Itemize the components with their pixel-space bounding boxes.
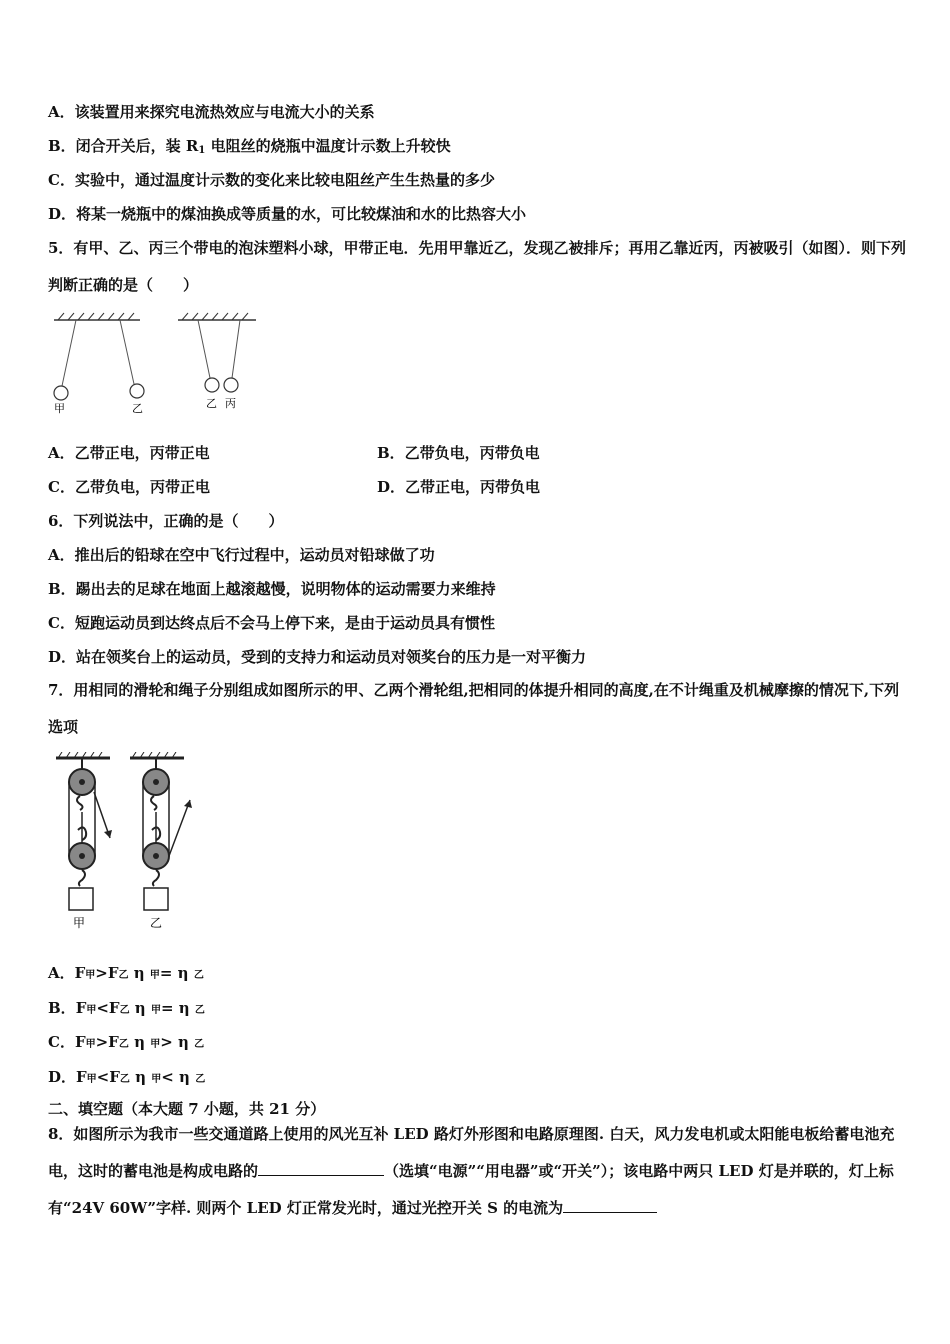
- q5-option-c: C．乙带负电，丙带正电: [48, 478, 210, 496]
- q4-option-a: A．该装置用来探究电流热效应与电流大小的关系: [48, 103, 375, 121]
- section-2-heading: 二、填空题（本大题 7 小题，共 21 分）: [48, 1100, 326, 1118]
- q5-label-left-a: 甲: [54, 402, 65, 415]
- q5-option-b: B．乙带负电，丙带负电: [377, 444, 540, 462]
- q6-option-a: A．推出后的铅球在空中飞行过程中，运动员对铅球做了功: [48, 546, 435, 564]
- q4-option-c: C．实验中，通过温度计示数的变化来比较电阻丝产生生热量的多少: [48, 171, 495, 189]
- q7-option-c: C．F甲>F乙 η 甲> η 乙: [48, 1033, 205, 1051]
- q5-stem: 5．有甲、乙、丙三个带电的泡沫塑料小球，甲带正电．先用甲靠近乙，发现乙被排斥；再用乙靠近丙，丙被吸引（如图）．则下列判断正确的是（ ）: [48, 239, 906, 294]
- q7-option-b: B．F甲<F乙 η 甲= η 乙: [48, 999, 205, 1017]
- q7-option-a: A．F甲>F乙 η 甲= η 乙: [48, 964, 204, 982]
- q6-option-b: B．踢出去的足球在地面上越滚越慢，说明物体的运动需要力来维持: [48, 580, 496, 598]
- q4-option-d: D．将某一烧瓶中的煤油换成等质量的水，可比较煤油和水的比热容大小: [48, 205, 527, 223]
- q7-label-left: 甲: [73, 916, 86, 930]
- q5-label-right-a: 乙: [206, 397, 217, 410]
- q8-blank-2[interactable]: [563, 1197, 657, 1213]
- q7-label-right: 乙: [150, 916, 163, 930]
- q5-option-a: A．乙带正电，丙带正电: [48, 444, 210, 462]
- q4-option-b: B．闭合开关后，装 $R_1$ 电阻丝的烧瓶中温度计示数上升较快: [48, 137, 451, 156]
- q5-label-left-b: 乙: [132, 402, 143, 415]
- q6-option-d: D．站在领奖台上的运动员，受到的支持力和运动员对领奖台的压力是一对平衡力: [48, 648, 587, 666]
- q8-text: 8．如图所示为我市一些交通道路上使用的风光互补 LED 路灯外形图和电路原理图. 白天，风力发电机或太阳能电板给蓄电池充电，这时的蓄电池是构成电路的 （选填“电源”“用电器”或“开关”）；该电路中两只 LED 灯是并联的，灯上标有“24V 60W”字样. 则两个 LED 灯正常发光时，通过光控开关 S 的电流为: [48, 1125, 895, 1217]
- q6-option-c: C．短跑运动员到达终点后不会马上停下来，是由于运动员具有惯性: [48, 614, 495, 632]
- q8-blank-1[interactable]: [258, 1160, 384, 1176]
- q5-pith-ball-figure: [48, 308, 258, 418]
- q7-option-d: D．F甲<F乙 η 甲< η 乙: [48, 1068, 206, 1086]
- q6-stem: 6．下列说法中，正确的是（ ）: [48, 512, 284, 530]
- q7-pulley-figure: [48, 752, 208, 932]
- q5-option-d: D．乙带正电，丙带负电: [377, 478, 541, 496]
- q5-label-right-b: 丙: [225, 397, 236, 410]
- q7-stem: 7．用相同的滑轮和绳子分别组成如图所示的甲、乙两个滑轮组,把相同的体提升相同的高度,在不计绳重及机械摩擦的情况下,下列选项: [48, 681, 900, 736]
